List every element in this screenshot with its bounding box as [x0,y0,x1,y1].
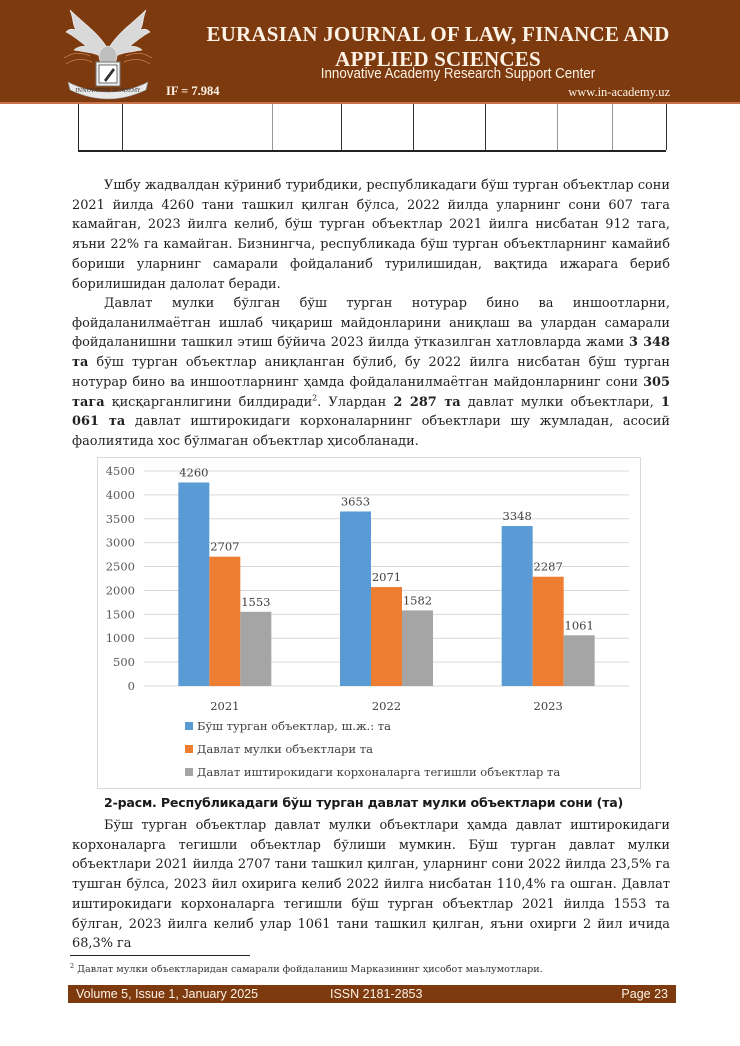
text-span: бўш турган объектлар аниқланган бўлиб, бу 2022 йилга нисбатан бўш турган нотурар бино ва иншоотларнинг ҳамда фойдаланилмаётган майдонларнинг сони [72,355,670,390]
legend-label: Давлат мулки объектлари та [197,741,373,756]
bar [402,610,433,686]
data-label: 1553 [241,594,271,609]
bar [178,482,209,686]
table-divider [485,104,486,150]
paragraph-2 [72,294,670,452]
footer-page-number: Page 23 [621,987,668,1001]
text-span: қисқарганлигини билдиради [104,394,313,410]
footnote-text: Давлат мулки объектларидан самарали фойдаланиш Марказининг ҳисобот маълумотлари. [74,964,543,976]
legend-swatch-icon [185,768,193,776]
bar [209,557,240,686]
x-tick-label: 2023 [533,699,563,713]
bold-figure: 1 061 та [72,394,670,430]
data-label: 1061 [564,618,594,633]
paragraph-2-text [72,294,670,452]
table-divider [272,104,273,150]
y-tick-label: 3000 [105,535,135,550]
journal-website-link[interactable]: www.in-academy.uz [568,85,670,99]
footnote [70,962,543,975]
legend-item [185,714,560,737]
data-label: 2071 [371,570,402,585]
legend-label: Бўш турган объектлар, ш.ж.: та [197,718,391,733]
table-divider [666,104,667,150]
paragraph-3-text: Бўш турган объектлар давлат мулки объектлари ҳамда давлат иштирокидаги корхоналарга тегишли объектлар бўлиши мумкин. Бўш турган давлат мулки объектлари 2021 йилда 2707 тани ташкил қилган, уларнинг сони 2022 йилда 23,5% га тушган бўлса, 2023 йил охирига келиб 2022 йилга нисбатан 110,4% га ошган. Давлат иштирокидаги корхоналарга тегишли бўш турган объектлар 2021 йилда 1553 та бўлган, 2023 йилга келиб улар 1061 тани ташкил қилган, яъни охирги 2 йил ичида 68,3% га [72,818,670,952]
bar [340,511,371,686]
journal-subtitle: Innovative Academy Research Support Center [320,66,596,82]
paragraph-3 [72,816,670,954]
footer-issn: ISSN 2181-2853 [330,987,423,1001]
bar [240,612,271,686]
y-tick-label: 2500 [105,559,135,574]
text-span: давлат мулки объектлари, [460,394,662,410]
table-divider [413,104,414,150]
data-label: 2707 [210,539,240,554]
x-tick-label: 2022 [371,699,402,713]
y-tick-label: 500 [113,655,135,670]
y-tick-label: 1000 [105,631,135,646]
footer-volume: Volume 5, Issue 1, January 2025 [76,987,259,1001]
y-tick-label: 2000 [105,583,135,598]
page-footer [68,985,676,1003]
bar [533,577,564,686]
y-tick-label: 4000 [105,487,135,502]
text-span: . Улардан [317,394,394,410]
table-divider [612,104,613,150]
table-divider [341,104,342,150]
footnote-number: 2 [70,962,75,970]
legend-swatch-icon [185,722,193,730]
footnote-divider [70,955,250,956]
x-tick-label: 2021 [210,699,240,713]
impact-factor: IF = 7.984 [166,84,220,98]
legend-label: Давлат иштирокидаги корхоналарга тегишли объектлар та [197,764,561,779]
bar [564,635,595,686]
legend-item [185,760,560,783]
figure-caption: 2-расм. Республикадаги бўш турган давлат мулки объектлари сони (та) [104,795,624,810]
footnote-ref[interactable]: 2 [312,393,318,403]
bold-figure: 2 287 та [393,394,461,410]
journal-header [0,0,740,104]
legend-swatch-icon [185,745,193,753]
text-span: давлат иштирокидаги корхоналарнинг объектлари шу жумладан, асосий фаолиятида хос бўлмаган объектлар ҳисобланади. [72,414,670,449]
journal-title-line2: APPLIED SCIENCES [335,47,541,71]
y-tick-label: 4500 [105,464,135,478]
journal-title-line1: EURASIAN JOURNAL OF LAW, FINANCE AND [206,22,670,46]
journal-title [178,22,698,72]
text-span: Давлат мулки бўлган бўш турган нотурар бино ва иншоотларни, фойдаланилмаётган ишлаб чиқариш майдонларини аниқлаш ва улардан самарали фойдаланишни ташкил этиш бўйича 2023 йилда ўтказилган хатловларда жами [72,296,670,351]
paragraph-1 [72,176,670,294]
y-tick-label: 1500 [105,607,135,622]
data-label: 4260 [179,465,209,480]
bold-figure: 305 тага [72,374,670,410]
table-divider [122,104,123,150]
data-label: 1582 [402,593,433,608]
table-continuation [78,104,666,152]
data-label: 3348 [502,509,532,524]
eagle-emblem-icon [56,6,160,102]
chart-legend [185,714,560,783]
y-tick-label: 0 [127,679,135,693]
data-label: 3653 [340,494,371,509]
bar [371,587,402,686]
logo-ribbon-text: INNOVATIVE ACADEMY [75,88,141,94]
legend-item [185,737,560,760]
y-tick-label: 3500 [105,511,135,526]
data-label: 2287 [533,559,563,574]
bold-figure: 3 348 та [72,335,670,371]
table-divider [557,104,558,150]
paragraph-1-text: Ушбу жадвалдан кўриниб турибдики, республикадаги бўш турган объектлар сони 2021 йилда 4260 тани ташкил қилган бўлса, 2022 йилда уларнинг сони 607 тага камайган, 2023 йилга келиб, бўш турган объектлар 2021 йилга нисбатан 912 тага, яъни 22% га камайган. Бизнингча, республикада бўш турган объектларнинг камайиб бориши уларнинг самарали фойдаланиб турилишидан, вақтида ижарага бериб борилишидан далолат беради. [72,178,670,292]
bar [502,526,533,686]
